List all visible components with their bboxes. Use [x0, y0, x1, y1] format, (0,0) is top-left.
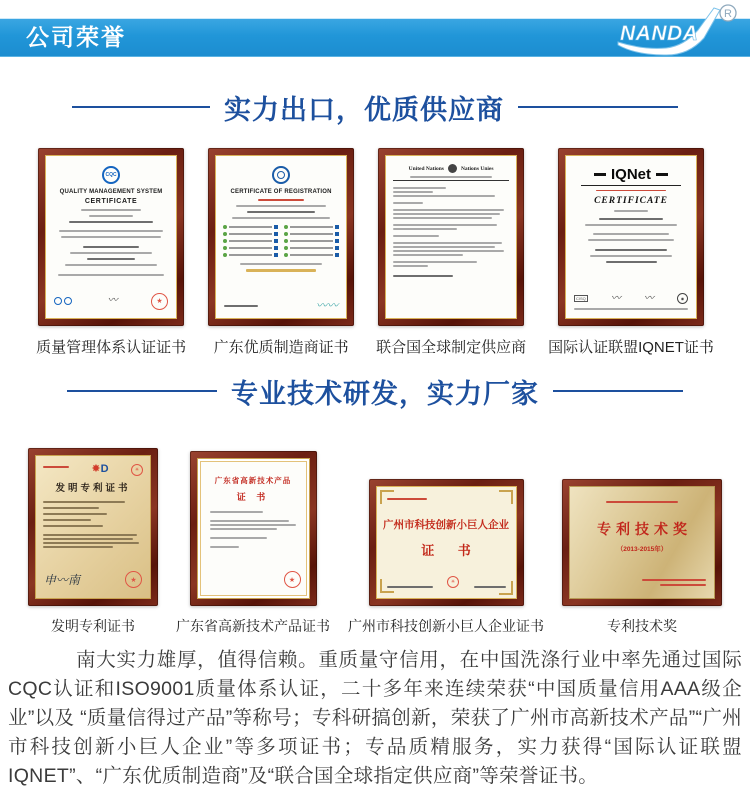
text-line — [43, 546, 113, 548]
signature-icon: 申〰南 — [44, 572, 81, 587]
text-line — [65, 264, 158, 266]
certificate-cqc-image — [38, 148, 184, 326]
certificate-little-giant-image — [369, 479, 524, 606]
text-line — [210, 528, 277, 530]
text-line — [596, 190, 666, 191]
accreditation-mark-icon — [64, 297, 72, 305]
certificate-gd-hightech — [176, 451, 330, 636]
text-line — [393, 228, 457, 230]
text-line — [595, 249, 667, 251]
sipo-logo-icon: ✸D — [91, 463, 109, 475]
text-line — [393, 224, 497, 226]
text-line — [61, 236, 161, 238]
certificate-caption: 广东优质制造商证书 — [213, 339, 349, 356]
text-line — [59, 230, 163, 232]
text-line — [393, 242, 502, 244]
title-rule-right — [553, 390, 683, 392]
text-line — [210, 511, 263, 513]
text-line — [224, 305, 258, 307]
text-line — [393, 265, 428, 267]
text-line — [43, 501, 125, 503]
text-line — [599, 218, 664, 220]
text-line — [410, 176, 491, 178]
text-line — [393, 250, 504, 252]
text-line — [70, 252, 151, 254]
text-line — [393, 254, 463, 256]
certificate-patent-image — [28, 448, 158, 606]
certificate-patent — [28, 448, 158, 636]
nanda-logo — [614, 0, 742, 60]
certificate-iqnet — [548, 148, 714, 357]
text-line — [474, 586, 506, 588]
corner-ornament-icon — [499, 490, 513, 504]
text-line — [43, 525, 103, 527]
text-line — [660, 584, 706, 586]
text-line — [43, 534, 137, 536]
iqnet-logo — [573, 166, 689, 183]
text-line — [642, 579, 706, 581]
corner-ornament-icon — [380, 490, 394, 504]
certificate-caption: 质量管理体系认证证书 — [36, 339, 187, 356]
text-line — [258, 199, 304, 201]
text-line — [81, 209, 141, 211]
text-line — [590, 255, 671, 257]
text-line — [393, 275, 453, 277]
text-line — [43, 507, 99, 509]
text-line — [393, 261, 477, 263]
text-line — [210, 546, 239, 548]
certificate-little-giant — [348, 479, 544, 636]
text-line — [606, 261, 657, 263]
award-title: 专利技术奖 — [597, 521, 692, 537]
text-line — [585, 224, 678, 226]
text-line — [393, 213, 500, 215]
text-line — [393, 217, 492, 219]
section-title-tech: 专业技术研发，实力厂家 — [231, 378, 539, 409]
certificate-caption: 广州市科技创新小巨人企业证书 — [348, 618, 544, 634]
certificate-gd-hightech-image — [190, 451, 317, 606]
certificate-caption: 国际认证联盟IQNET证书 — [548, 339, 714, 356]
certificate-subtitle: 证 书 — [421, 543, 481, 558]
text-line — [89, 215, 133, 217]
signature-icon: 〰 — [610, 292, 621, 304]
certificate-caption: 广东省高新技术产品证书 — [176, 618, 330, 634]
signature-icon: 〰〰 — [316, 300, 339, 312]
text-line — [393, 195, 495, 197]
certificate-heading: CERTIFICATE OF REGISTRATION — [230, 189, 332, 195]
text-line — [210, 524, 295, 526]
red-seal-icon: ✳ — [131, 464, 143, 476]
dash-icon — [656, 173, 668, 176]
text-line — [393, 191, 432, 193]
text-line — [69, 221, 153, 223]
title-rule-left — [67, 390, 217, 392]
cisq-badge-icon: CISQ — [576, 296, 586, 301]
un-header-left: United Nations — [408, 165, 444, 172]
text-line — [210, 520, 289, 522]
certificate-un — [376, 148, 526, 357]
svg-text:R: R — [724, 8, 732, 20]
certificate-cqc — [36, 148, 186, 357]
page-title: 公司荣誉 — [26, 24, 126, 50]
red-seal-icon: ✳ — [447, 576, 459, 588]
text-line — [247, 211, 314, 213]
logo-strip — [246, 269, 316, 272]
text-line — [43, 538, 133, 540]
certificate-heading: CERTIFICATE — [594, 196, 668, 206]
text-line — [574, 308, 688, 310]
certificate-caption: 联合国全球制定供应商 — [376, 339, 527, 356]
text-line — [43, 513, 107, 515]
certificate-row-export — [0, 148, 750, 357]
text-line — [614, 210, 649, 212]
text-line — [236, 205, 326, 207]
text-line — [232, 217, 329, 219]
certificate-title: 广东省高新技术产品 — [214, 476, 292, 485]
divider — [393, 180, 509, 181]
iqnet-logo-text: IQNet — [611, 166, 652, 183]
text-line — [393, 202, 423, 204]
text-line — [43, 466, 69, 468]
round-badge-icon: ◉ — [677, 293, 688, 304]
certificate-row-tech — [0, 440, 750, 636]
certificate-caption: 发明专利证书 — [51, 618, 135, 634]
certificate-registration — [208, 148, 354, 357]
certificate-registration-image — [208, 148, 354, 326]
text-line — [393, 235, 439, 237]
svg-text:NANDA: NANDA — [620, 22, 699, 45]
text-line — [83, 246, 139, 248]
certificate-subheading: CERTIFICATE — [84, 198, 138, 205]
text-line — [387, 498, 427, 500]
text-line — [43, 542, 139, 544]
red-seal-icon: ★ — [125, 571, 142, 588]
nanda-logo-icon — [614, 0, 742, 60]
un-emblem-icon — [448, 164, 457, 173]
text-line — [593, 233, 670, 235]
text-line — [606, 501, 679, 503]
un-header-right: Nations Unies — [460, 165, 494, 172]
text-line — [43, 519, 91, 521]
certificate-heading: QUALITY MANAGEMENT SYSTEM — [59, 189, 163, 195]
text-line — [387, 586, 433, 588]
certificate-un-image — [378, 148, 524, 326]
text-line — [210, 537, 266, 539]
globe-logo-icon — [272, 166, 290, 184]
text-line — [58, 274, 165, 276]
certificate-iqnet-image — [558, 148, 704, 326]
signature-icon: 〰 — [107, 295, 118, 306]
text-line — [588, 239, 674, 241]
award-years: （2013-2015年） — [616, 546, 668, 553]
standards-checklist — [223, 225, 339, 257]
section-export — [0, 86, 750, 128]
certificate-patent-award-image — [562, 479, 722, 606]
text-line — [393, 246, 495, 248]
section-tech — [0, 370, 750, 412]
red-seal-icon: ★ — [284, 571, 301, 588]
title-rule-right — [518, 106, 678, 108]
patent-title: 发明专利证书 — [55, 483, 131, 494]
certificate-patent-award — [562, 479, 722, 636]
text-line — [393, 187, 446, 189]
un-letterhead — [393, 164, 509, 173]
text-line — [240, 263, 321, 265]
text-line — [87, 258, 136, 260]
dash-icon — [594, 173, 606, 176]
certificate-title: 广州市科技创新小巨人企业 — [383, 519, 509, 531]
certificate-caption: 专利技术奖 — [607, 618, 677, 634]
certificate-subtitle: 证 书 — [236, 492, 270, 502]
section-title-export: 实力出口，优质供应商 — [224, 94, 504, 125]
signature-icon: 〰 — [643, 292, 654, 304]
cqc-logo-icon: CQC — [102, 166, 120, 184]
red-seal-icon: ★ — [151, 293, 168, 310]
text-line — [393, 209, 504, 211]
company-intro-paragraph: 南大实力雄厚，值得信赖。重质量守信用，在中国洗涤行业中率先通过国际CQC认证和ISO9001质量体系认证，二十多年来连续荣获“中国质量信用AAA级企业”以及 “质量信得过产品”等称号；专科研搞创新，荣获了广州市高新技术产品”“广州市科技创新小巨人企业”等多项证书；专品质精服务，实力获得“国际认证联盟IQNET”、“广东优质制造商”及“联合国全球指定供应商”等荣誉证书。 — [8, 649, 742, 787]
title-rule-left — [72, 106, 210, 108]
divider — [581, 185, 681, 186]
accreditation-mark-icon — [54, 297, 62, 305]
